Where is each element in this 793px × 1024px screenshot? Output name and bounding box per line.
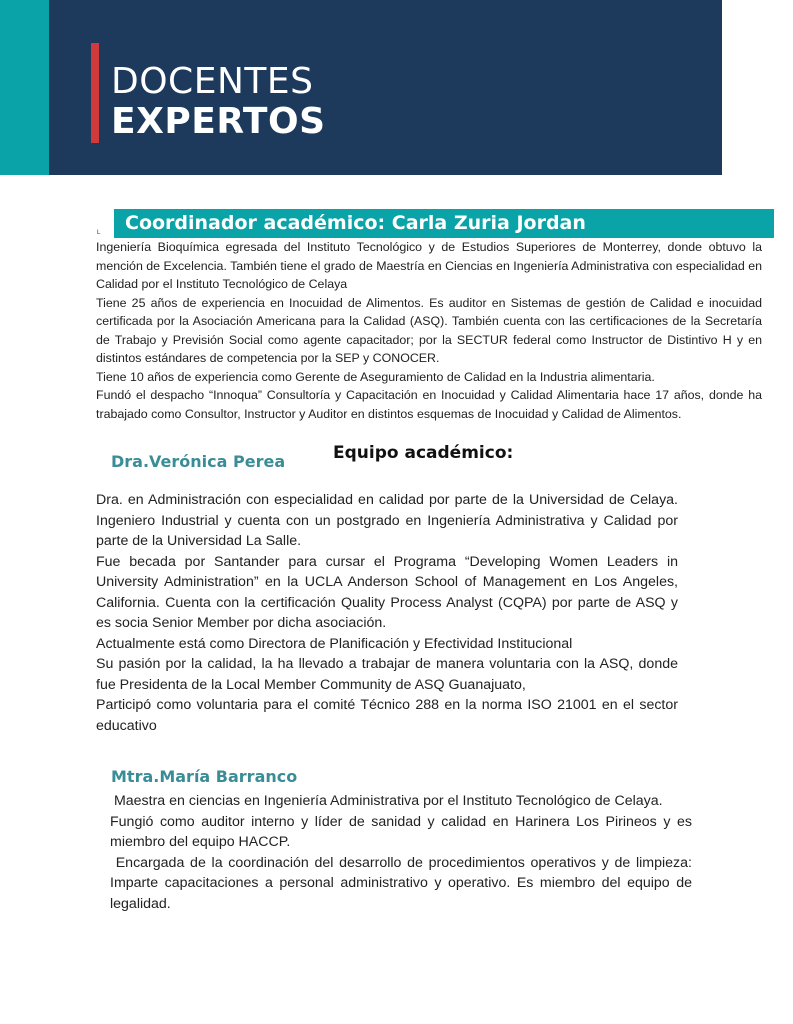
page-title-line2: EXPERTOS: [111, 101, 326, 142]
member-bio-paragraph: Participó como voluntaria para el comité Técnico 288 en la norma ISO 21001 en el sector educativo: [96, 697, 678, 734]
coordinator-heading: Coordinador académico: Carla Zuria Jordan: [125, 212, 586, 234]
header-teal-strip: [0, 0, 50, 175]
team-heading: Equipo académico:: [333, 443, 514, 463]
page-title-line1: DOCENTES: [111, 61, 314, 102]
member-bio-perea: [96, 490, 678, 736]
stray-mark: L: [97, 230, 101, 236]
coordinator-bio-paragraph: Fundó el despacho “Innoqua” Consultoría y Capacitación en Inocuidad y Calidad Alimentaria hace 17 años, donde ha trabajado como Consultor, Instructor y Auditor en distintos esquemas de Inocuidad y Calidad de Alimentos.: [96, 388, 762, 421]
member-bio-paragraph: Fungió como auditor interno y líder de sanidad y calidad en Harinera Los Pirineos y es miembro del equipo HACCP.: [110, 813, 692, 850]
coordinator-bio-paragraph: Tiene 25 años de experiencia en Inocuidad de Alimentos. Es auditor en Sistemas de gestión de Calidad e inocuidad certificada por la Asociación Americana para la Calidad (ASQ). También cuenta con las certificaciones de la Secretaría de Trabajo y Previsión Social como agente capacitador; por la SECTUR federal como Instructor de Distintivo H y en distintos estándares de competencia por la SEP y CONOCER.: [96, 295, 762, 365]
member-name-barranco: Mtra.María Barranco: [111, 767, 298, 786]
coordinator-bio: [96, 238, 762, 423]
member-bio-barranco: [110, 791, 696, 914]
member-bio-paragraph: Actualmente está como Directora de Planificación y Efectividad Institucional: [96, 635, 573, 652]
coordinator-bio-paragraph: Ingeniería Bioquímica egresada del Instituto Tecnológico y de Estudios Superiores de Monterrey, donde obtuvo la mención de Excelencia. También tiene el grado de Maestría en Ciencias en Ingeniería Administrativa con especialidad en Calidad por el Instituto Tecnológico de Celaya: [96, 240, 762, 291]
member-bio-paragraph: Maestra en ciencias en Ingeniería Administrativa por el Instituto Tecnológico de Celaya.: [110, 793, 663, 809]
header-red-accent: [91, 43, 99, 143]
coordinator-bio-paragraph: Tiene 10 años de experiencia como Gerente de Aseguramiento de Calidad en la Industria alimentaria.: [96, 369, 655, 384]
member-name-perea: Dra.Verónica Perea: [111, 452, 286, 471]
member-bio-paragraph: Fue becada por Santander para cursar el Programa “Developing Women Leaders in University Administration” en la UCLA Anderson School of Management en Los Angeles, California. Cuenta con la certificación Quality Process Analyst (CQPA) por parte de ASQ y es socia Senior Member por dicha asociación.: [96, 553, 678, 631]
member-bio-paragraph: Dra. en Administración con especialidad en calidad por parte de la Universidad de Celaya. Ingeniero Industrial y cuenta con un postgrado en Ingeniería Administrativa y Calidad por parte de la Universidad La Salle.: [96, 492, 678, 549]
member-bio-paragraph: Encargada de la coordinación del desarrollo de procedimientos operativos y de limpieza: Imparte capacitaciones a personal administrativo y operativo. Es miembro del equipo de legalidad.: [110, 854, 696, 912]
member-bio-paragraph: Su pasión por la calidad, la ha llevado a trabajar de manera voluntaria con la ASQ, donde fue Presidenta de la Local Member Community de ASQ Guanajuato,: [96, 656, 678, 693]
